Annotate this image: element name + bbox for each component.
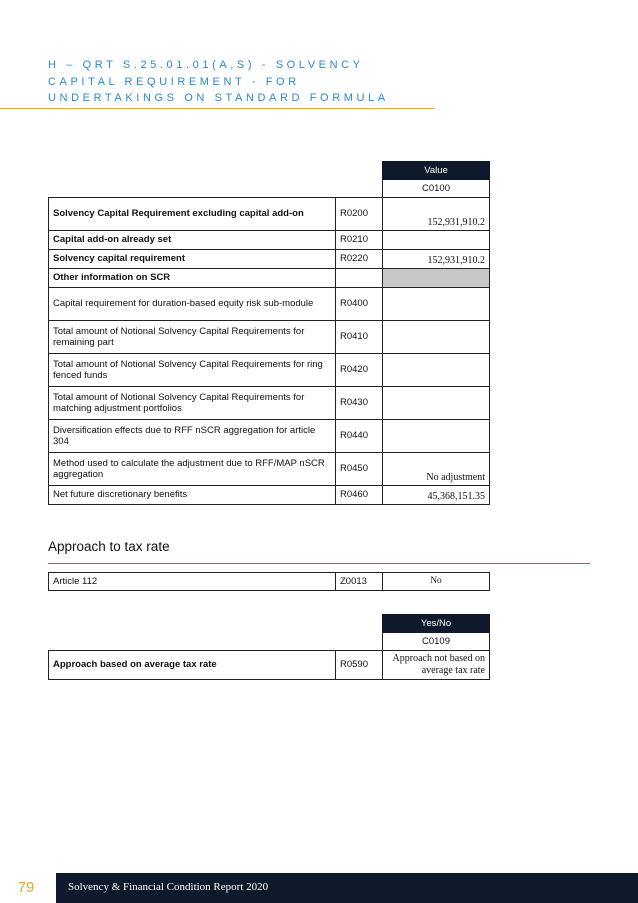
page-footer	[0, 873, 638, 903]
tax-section-divider	[48, 563, 590, 564]
row-code: R0460	[336, 486, 383, 505]
heading-line: CAPITAL REQUIREMENT - FOR	[48, 75, 300, 88]
page-number: 79	[0, 873, 52, 903]
tax-approach-table	[48, 614, 490, 680]
row-label: Diversification effects due to RFF nSCR aggregation for article 304	[49, 420, 336, 453]
section-heading	[48, 57, 448, 107]
row-code: R0400	[336, 288, 383, 321]
table-row	[49, 354, 490, 387]
table-row	[49, 198, 490, 231]
article-label: Article 112	[49, 573, 336, 591]
table-row	[49, 573, 490, 591]
column-code: C0100	[383, 180, 490, 198]
row-value	[383, 269, 490, 288]
table-row	[49, 269, 490, 288]
column-code: C0109	[383, 633, 490, 651]
row-value	[383, 288, 490, 321]
row-label: Approach based on average tax rate	[49, 651, 336, 680]
row-code: R0210	[336, 231, 383, 250]
row-value	[383, 387, 490, 420]
row-label: Capital add-on already set	[49, 231, 336, 250]
table-row	[49, 651, 490, 680]
row-value	[383, 231, 490, 250]
table-code-row	[49, 180, 490, 198]
table-row	[49, 453, 490, 486]
row-value: 45,368,151.35	[383, 486, 490, 505]
article-code: Z0013	[336, 573, 383, 591]
table-row	[49, 420, 490, 453]
row-code: R0430	[336, 387, 383, 420]
value-column-header: Value	[383, 162, 490, 180]
row-code: R0590	[336, 651, 383, 680]
heading-line: UNDERTAKINGS ON STANDARD FORMULA	[48, 92, 389, 104]
article-value: No	[383, 573, 490, 591]
row-code: R0440	[336, 420, 383, 453]
table-code-row	[49, 633, 490, 651]
tax-section-title: Approach to tax rate	[48, 539, 170, 554]
row-code: R0410	[336, 321, 383, 354]
table-row	[49, 288, 490, 321]
row-code: R0220	[336, 250, 383, 269]
table-row	[49, 231, 490, 250]
table-header-row	[49, 162, 490, 180]
row-label: Total amount of Notional Solvency Capital Requirements for matching adjustment portfolios	[49, 387, 336, 420]
row-label: Capital requirement for duration-based equity risk sub-module	[49, 288, 336, 321]
row-value	[383, 354, 490, 387]
table-row	[49, 387, 490, 420]
row-label: Solvency capital requirement	[49, 250, 336, 269]
row-code: R0450	[336, 453, 383, 486]
heading-divider	[0, 108, 435, 109]
row-label: Total amount of Notional Solvency Capital Requirements for remaining part	[49, 321, 336, 354]
table-header-row	[49, 615, 490, 633]
row-code: R0420	[336, 354, 383, 387]
yes-no-column-header: Yes/No	[383, 615, 490, 633]
row-value: 152,931,910.2	[383, 198, 490, 231]
row-value	[383, 321, 490, 354]
table-row	[49, 250, 490, 269]
row-label: Other information on SCR	[49, 269, 336, 288]
row-value: No adjustment	[383, 453, 490, 486]
row-value: Approach not based on average tax rate	[383, 651, 490, 680]
row-label: Method used to calculate the adjustment due to RFF/MAP nSCR aggregation	[49, 453, 336, 486]
row-value	[383, 420, 490, 453]
row-code	[336, 269, 383, 288]
heading-line: H – QRT S.25.01.01(A,S) - SOLVENCY	[48, 59, 364, 71]
row-value: 152,931,910.2	[383, 250, 490, 269]
row-label: Total amount of Notional Solvency Capital Requirements for ring fenced funds	[49, 354, 336, 387]
row-label: Solvency Capital Requirement excluding capital add-on	[49, 198, 336, 231]
scr-table	[48, 161, 490, 505]
footer-title: Solvency & Financial Condition Report 2020	[56, 873, 638, 903]
table-row	[49, 321, 490, 354]
row-code: R0200	[336, 198, 383, 231]
table-row	[49, 486, 490, 505]
article-112-table	[48, 572, 490, 591]
row-label: Net future discretionary benefits	[49, 486, 336, 505]
